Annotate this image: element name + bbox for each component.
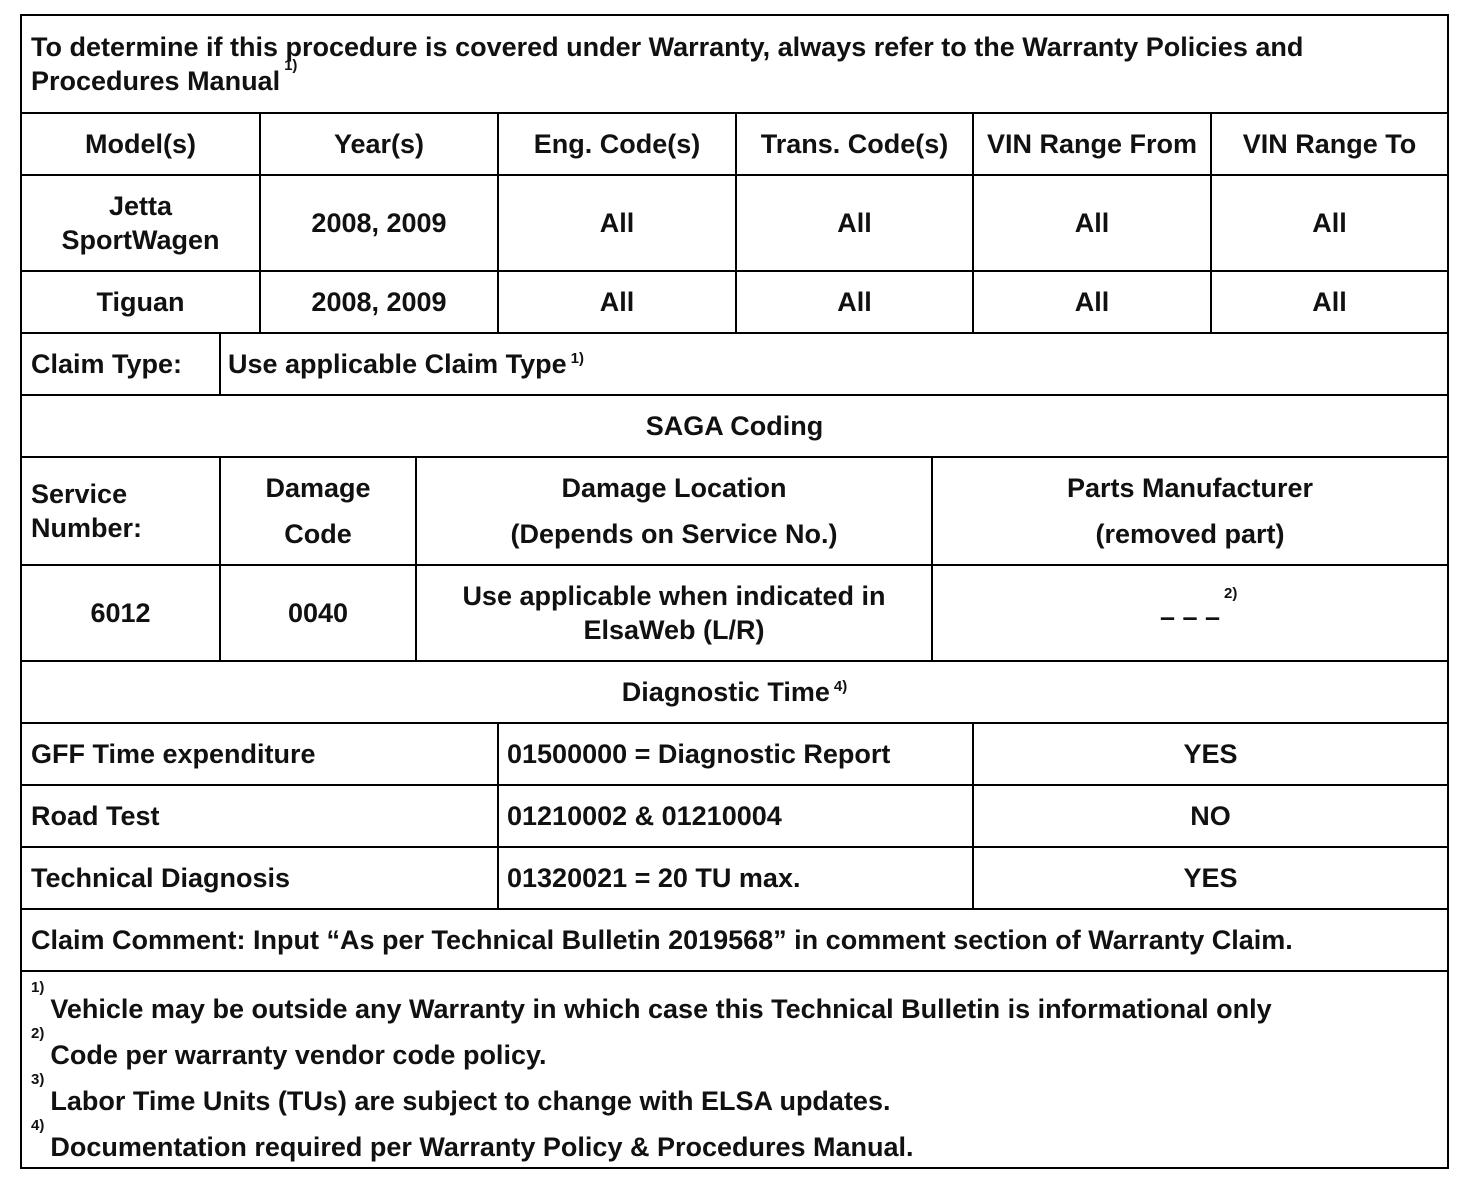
damage-location-value: Use applicable when indicated in ElsaWeb (L/R) <box>415 566 931 660</box>
warranty-header <box>22 16 1447 112</box>
vin-to-cell: All <box>1210 176 1447 270</box>
saga-coding-title: SAGA Coding <box>645 411 824 441</box>
footnotes <box>22 970 1447 1167</box>
diagnostic-code: 01500000 = Diagnostic Report <box>497 724 972 784</box>
saga-coding-title-row <box>22 394 1447 456</box>
vin-from-cell: All <box>972 176 1210 270</box>
warranty-table <box>20 14 1449 1169</box>
footnote-ref: 4) <box>833 677 848 695</box>
trans-code-cell: All <box>735 272 972 332</box>
diagnostic-label: GFF Time expenditure <box>31 739 316 769</box>
diagnostic-value: NO <box>972 786 1447 846</box>
footnote-ref: 1) <box>284 57 298 74</box>
column-header-vin-to: VIN Range To <box>1210 114 1447 174</box>
service-number-header: Service Number: <box>31 479 143 543</box>
diagnostic-code: 01210002 & 01210004 <box>497 786 972 846</box>
table-row <box>22 270 1447 332</box>
claim-type-label: Claim Type: <box>31 349 183 379</box>
footnote: $^{4)}$Documentation required per Warranty Policy & Procedures Manual. <box>31 1117 914 1162</box>
diagnostic-time-title-row <box>22 660 1447 722</box>
vin-from-cell: All <box>972 272 1210 332</box>
eng-code-cell: All <box>497 176 735 270</box>
warranty-header-text: To determine if this procedure is covered under Warranty, always refer to the Warranty Policies and Procedures Manual$^{1)}$ <box>31 32 1304 96</box>
service-number-value: 6012 <box>90 598 151 628</box>
footnote: $^{1)}$Vehicle may be outside any Warranty in which case this Technical Bulletin is informational only <box>31 979 1272 1024</box>
saga-value-row <box>22 564 1447 660</box>
model-name-line1: Jetta <box>108 191 173 221</box>
damage-location-header: Damage Location (Depends on Service No.) <box>415 458 931 564</box>
claim-comment: Claim Comment: Input “As per Technical Bulletin 2019568” in comment section of Warranty Claim. <box>31 925 1293 955</box>
column-header-model: Model(s) <box>85 129 196 159</box>
diagnostic-label: Road Test <box>31 801 160 831</box>
footnote: $^{3)}$Labor Time Units (TUs) are subject to change with ELSA updates. <box>31 1071 891 1116</box>
eng-code-cell: All <box>497 272 735 332</box>
footnote-ref: 2) <box>1224 585 1238 602</box>
year-cell: 2008, 2009 <box>259 272 497 332</box>
claim-type-value: Use applicable Claim Type $^{1)}$ <box>219 334 1447 394</box>
year-cell: 2008, 2009 <box>259 176 497 270</box>
table-row <box>22 784 1447 846</box>
diagnostic-value: YES <box>972 848 1447 908</box>
model-cell <box>22 176 259 270</box>
footnote-ref: 1) <box>570 349 584 367</box>
diagnostic-time-title: Diagnostic Time $^{4)}$ <box>621 677 848 707</box>
diagnostic-label: Technical Diagnosis <box>31 863 291 893</box>
table-row <box>22 846 1447 908</box>
vehicle-table-header <box>22 112 1447 174</box>
model-name-line2: SportWagen <box>61 225 220 255</box>
claim-comment-row <box>22 908 1447 970</box>
column-header-year: Year(s) <box>259 114 497 174</box>
diagnostic-code: 01320021 = 20 TU max. <box>497 848 972 908</box>
claim-type-row <box>22 332 1447 394</box>
model-cell: Tiguan <box>96 287 185 317</box>
vin-to-cell: All <box>1210 272 1447 332</box>
damage-code-value: 0040 <box>219 566 415 660</box>
parts-manufacturer-header: Parts Manufacturer (removed part) <box>931 458 1447 564</box>
table-row <box>22 722 1447 784</box>
diagnostic-value: YES <box>972 724 1447 784</box>
parts-manufacturer-value: – – – 2) <box>931 566 1447 660</box>
trans-code-cell: All <box>735 176 972 270</box>
damage-code-header: Damage Code <box>219 458 415 564</box>
saga-header-row <box>22 456 1447 564</box>
footnote: $^{2)}$Code per warranty vendor code policy. <box>31 1025 547 1070</box>
table-row <box>22 174 1447 270</box>
column-header-trans-code: Trans. Code(s) <box>735 114 972 174</box>
column-header-vin-from: VIN Range From <box>972 114 1210 174</box>
column-header-eng-code: Eng. Code(s) <box>497 114 735 174</box>
